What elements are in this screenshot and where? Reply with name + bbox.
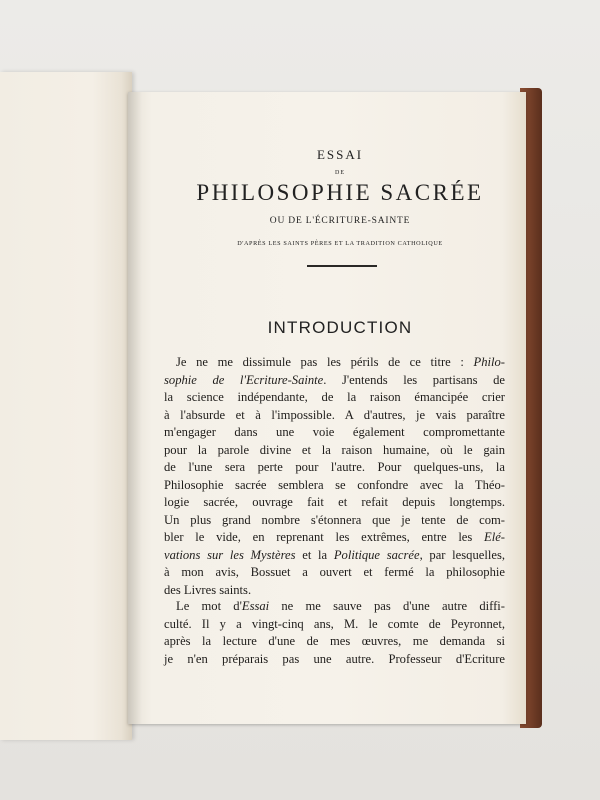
text-line: à l'absurde et à l'impossible. A d'autres, je vais paraître [164,407,505,422]
section-heading: INTRODUCTION [267,318,413,337]
left-page [0,72,132,740]
text-line: des Livres saints. [164,582,252,597]
title-essai: ESSAI [316,147,364,162]
text-line: après la lecture d'une de mes œuvres, me demanda si [164,634,505,648]
subtitle-apres: D'APRÈS LES SAINTS PÈRES ET LA TRADITION CATHOLIQUE [237,240,443,247]
text-line: logie sacrée, ouvrage fait et refait depuis longtemps. [164,495,505,509]
text-line: culté. Il y a vingt-cinq ans, M. le comte de Peyronnet, [164,616,505,631]
paragraph-1 [164,354,505,599]
text-line: de l'une sera perte pour l'autre. Pour quelques-uns, la [164,460,505,474]
paragraph-2 [164,598,505,668]
text-line: la science indépendante, de la raison émancipée crier [164,390,505,404]
title-de: DE [335,170,345,176]
gutter-shadow [128,92,142,724]
title-rule [307,265,377,267]
text-line: je n'en préparais pas une autre. Professeur d'Ecriture [164,651,505,666]
text-line: Un plus grand nombre s'étonnera que je tente de com- [164,512,505,527]
text-line: Le mot d'Essai ne me sauve pas d'une autre diffi- [176,599,505,613]
text-line: m'engager dans une voie également compromettante [164,425,505,439]
text-line: pour la parole divine et la raison humaine, où le gain [164,442,505,457]
text-line: Philosophie sacrée semblera se confondre avec la Théo- [164,477,505,492]
text-line: bler le vide, en reprenant les extrêmes, entre les Elé- [164,530,505,544]
text-line: à mon avis, Bossuet a ouvert et fermé la philosophie [164,565,505,579]
text-line: Je ne me dissimule pas les périls de ce titre : Philo- [176,355,505,369]
main-title: PHILOSOPHIE SACRÉE [196,180,484,205]
text-line: sophie de l'Ecriture-Sainte. J'entends les partisans de [164,372,505,387]
text-line: vations sur les Mystères et la Politique sacrée, par lesquelles, [164,547,505,562]
subtitle: OU DE L'ÉCRITURE-SAINTE [269,216,411,226]
